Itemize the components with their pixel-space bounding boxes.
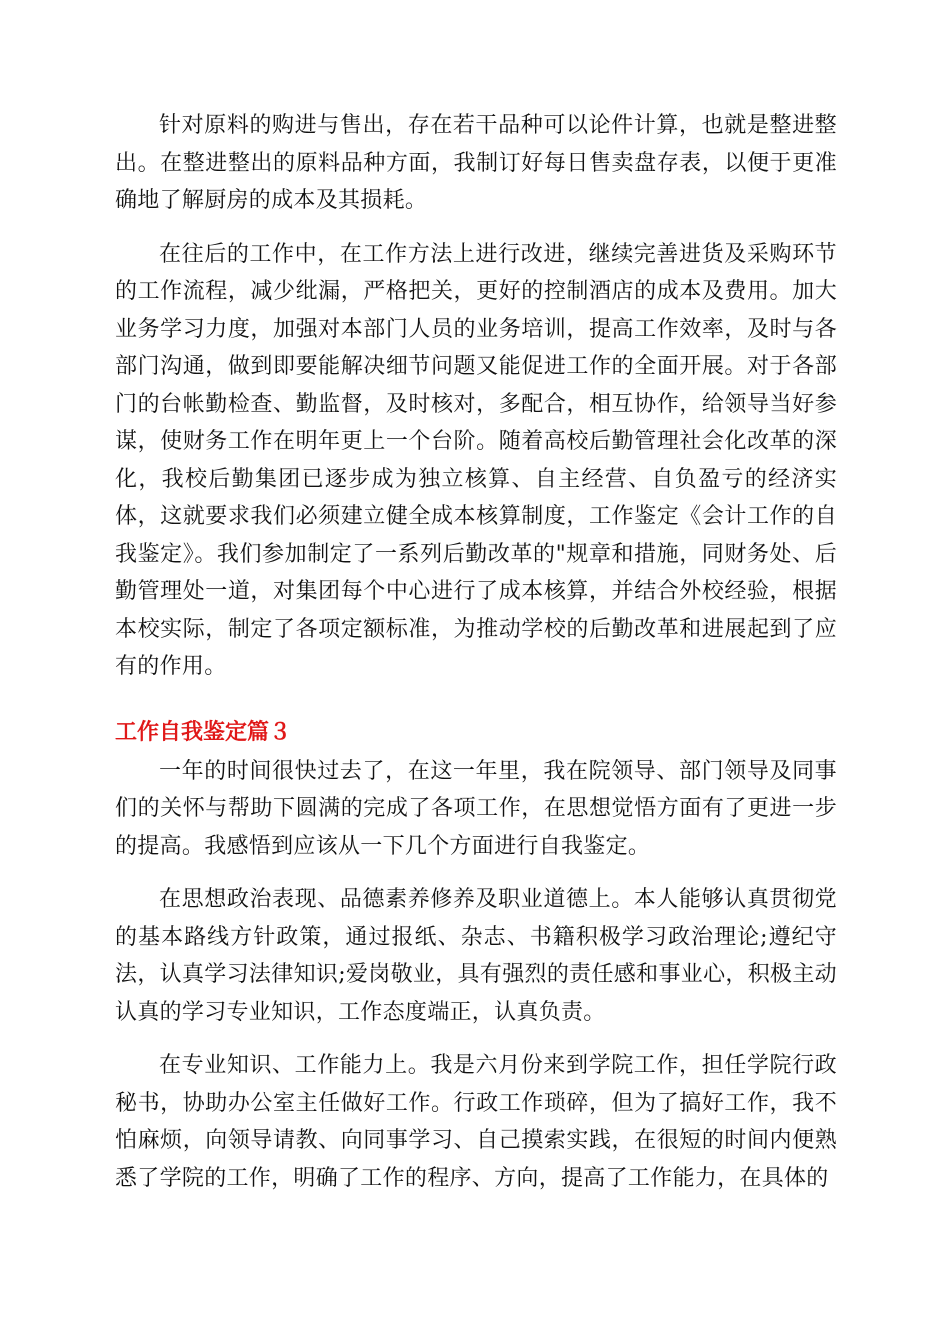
paragraph-year-summary: 一年的时间很快过去了，在这一年里，我在院领导、部门领导及同事们的关怀与帮助下圆满的完成了各项工作，在思想觉悟方面有了更进一步的提高。我感悟到应该从一下几个方面进行自我鉴定。 xyxy=(115,758,837,859)
document-page xyxy=(115,107,837,1197)
paragraph-future-work-plan: 在往后的工作中，在工作方法上进行改进，继续完善进货及采购环节的工作流程，减少纰漏，严格把关，更好的控制酒店的成本及费用。加大业务学习力度，加强对本部门人员的业务培训，提高工作效率，及时与各部门沟通，做到即要能解决细节问题又能促进工作的全面开展。对于各部门的台帐勤检查、勤监督，及时核对，多配合，相互协作，给领导当好参谋，使财务工作在明年更上一个台阶。随着高校后勤管理社会化改革的深化，我校后勤集团已逐步成为独立核算、自主经营、自负盈亏的经济实体，这就要求我们必须建立健全成本核算制度，工作鉴定《会计工作的自我鉴定》。我们参加制定了一系列后勤改革的"规章和措施，同财务处、后勤管理处一道，对集团每个中心进行了成本核算，并结合外校经验，根据本校实际，制定了各项定额标准，为推动学校的后勤改革和进展起到了应有的作用。 xyxy=(115,241,837,679)
paragraph-professional-ability: 在专业知识、工作能力上。我是六月份来到学院工作，担任学院行政秘书，协助办公室主任做好工作。行政工作琐碎，但为了搞好工作，我不怕麻烦，向领导请教、向同事学习、自己摸索实践，在很短的时间内便熟悉了学院的工作，明确了工作的程序、方向，提高了工作能力，在具体的 xyxy=(115,1053,837,1191)
paragraph-political-thought: 在思想政治表现、品德素养修养及职业道德上。本人能够认真贯彻党的基本路线方针政策，通过报纸、杂志、书籍积极学习政治理论;遵纪守法，认真学习法律知识;爱岗敬业，具有强烈的责任感和事业心，积极主动认真的学习专业知识，工作态度端正，认真负责。 xyxy=(115,887,837,1025)
paragraph-raw-material-purchasing: 针对原料的购进与售出，存在若干品种可以论件计算，也就是整进整出。在整进整出的原料品种方面，我制订好每日售卖盘存表，以便于更准确地了解厨房的成本及其损耗。 xyxy=(115,113,837,213)
section-heading: 工作自我鉴定篇３ xyxy=(115,719,292,745)
